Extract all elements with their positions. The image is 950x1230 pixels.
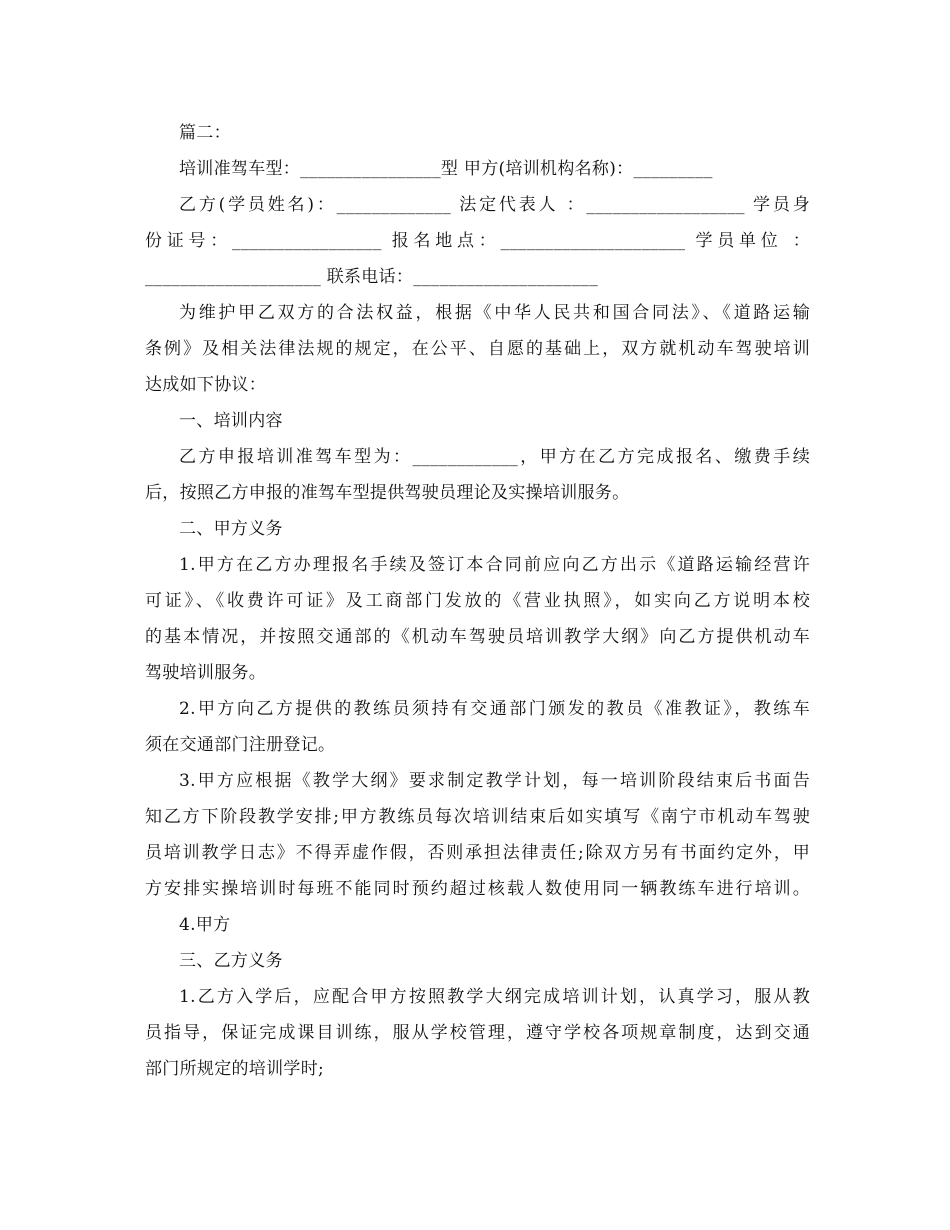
text-line: 乙方(学员姓名)：_____________ 法定代表人 ：__________________ 学员身 (179, 195, 810, 215)
text-line: 为维护甲乙双方的合法权益，根据《中华人民共和国合同法》、《道路运输 (179, 303, 810, 323)
text-line: 1.乙方入学后，应配合甲方按照教学大纲完成培训计划，认真学习，服从教 (179, 987, 810, 1007)
text-line: 知乙方下阶段教学安排;甲方教练员每次培训结束后如实填写《南宁市机动车驾驶 (145, 807, 810, 827)
text-line: 份证号：_________________ 报名地点：_____________________ 学员单位 ： (145, 231, 810, 251)
text-line: 一、培训内容 (179, 411, 283, 431)
text-line: 4.甲方 (179, 915, 231, 935)
text-line: 篇二： (179, 123, 231, 143)
text-line: 条例》及相关法律法规的规定，在公平、自愿的基础上，双方就机动车驾驶培训 (145, 339, 810, 359)
text-line: 2.甲方向乙方提供的教练员须持有交通部门颁发的教员《准教证》，教练车 (179, 699, 810, 719)
text-line: 1.甲方在乙方办理报名手续及签订本合同前应向乙方出示《道路运输经营许 (179, 555, 810, 575)
document-page (145, 115, 810, 1087)
text-line: 3.甲方应根据《教学大纲》要求制定教学计划，每一培训阶段结束后书面告 (179, 771, 810, 791)
document-body (145, 115, 810, 1087)
text-line: 达成如下协议： (145, 375, 267, 395)
text-line: 员培训教学日志》不得弄虚作假，否则承担法律责任;除双方另有书面约定外，甲 (145, 843, 810, 863)
text-line: 三、乙方义务 (179, 951, 283, 971)
text-line: 部门所规定的培训学时; (145, 1059, 325, 1079)
text-line: 培训准驾车型：________________型 甲方(培训机构名称)：_________ (179, 159, 713, 179)
text-line: 乙方申报培训准驾车型为：____________，甲方在乙方完成报名、缴费手续 (179, 447, 810, 467)
text-line: 方安排实操培训时每班不能同时预约超过核载人数使用同一辆教练车进行培训。 (145, 879, 810, 899)
text-line: 后，按照乙方申报的准驾车型提供驾驶员理论及实操培训服务。 (145, 483, 630, 503)
text-line: 二、甲方义务 (179, 519, 283, 539)
text-line: 员指导，保证完成课目训练，服从学校管理，遵守学校各项规章制度，达到交通 (145, 1023, 810, 1043)
text-line: 的基本情况，并按照交通部的《机动车驾驶员培训教学大纲》向乙方提供机动车 (145, 627, 810, 647)
text-line: 驾驶培训服务。 (145, 663, 267, 683)
text-line: 须在交通部门注册登记。 (145, 735, 336, 755)
text-line: ____________________ 联系电话：_____________________ (145, 267, 599, 287)
text-line: 可证》、《收费许可证》及工商部门发放的《营业执照》，如实向乙方说明本校 (145, 591, 810, 611)
